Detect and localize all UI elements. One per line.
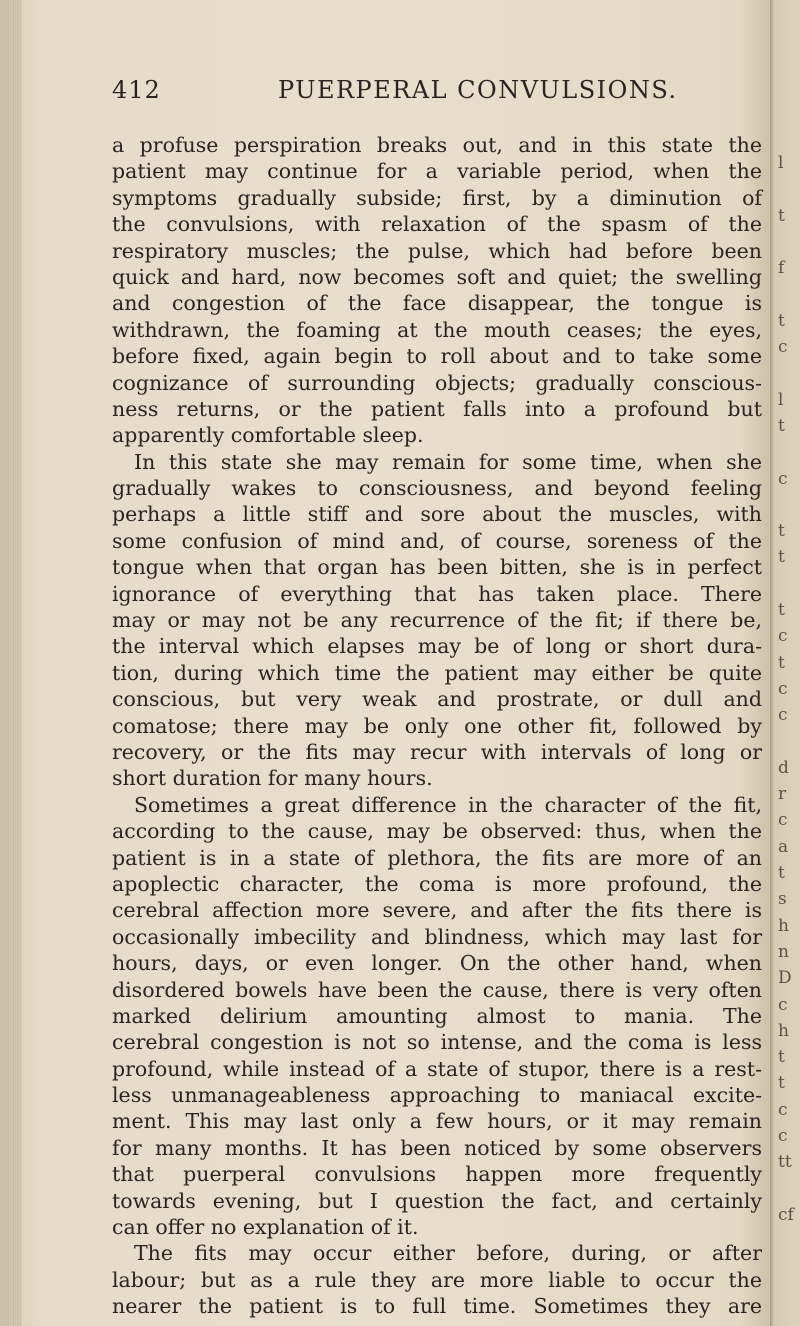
- text-line: cerebral congestion is not so intense, and the coma is less: [112, 1030, 762, 1055]
- text-line: tion, during which time the patient may either be quite: [112, 660, 762, 685]
- text-line: conscious, but very weak and prostrate, or dull and: [112, 687, 762, 712]
- body-text: [112, 132, 762, 1320]
- text-line: marked delirium amounting almost to mania. The: [112, 1003, 762, 1028]
- adjacent-page-text-fragments: [778, 0, 800, 1326]
- bleed-letter: t: [778, 521, 785, 542]
- bleed-letter: [778, 360, 800, 386]
- bleed-letter: t: [778, 863, 785, 884]
- bleed-letter: n: [778, 941, 789, 962]
- running-head: PUERPERAL CONVULSIONS.: [278, 76, 678, 104]
- text-line: hours, days, or even longer. On the other hand, when: [112, 951, 762, 976]
- text-line: nearer the patient is to full time. Sometimes they are: [112, 1294, 762, 1319]
- bleed-letter: D: [778, 968, 792, 989]
- bleed-letter: t: [778, 600, 785, 621]
- bleed-letter: c: [778, 337, 788, 358]
- bleed-letter: l: [778, 389, 784, 410]
- text-line: apparently comfortable sleep.: [112, 423, 424, 448]
- text-line: less unmanageableness approaching to maniacal excite-: [112, 1083, 762, 1108]
- text-line: gradually wakes to consciousness, and beyond feeling: [112, 476, 762, 501]
- page-binding-shadow: [0, 0, 22, 1326]
- text-line: comatose; there may be only one other fit, followed by: [112, 713, 762, 738]
- text-line: apoplectic character, the coma is more profound, the: [112, 871, 762, 896]
- text-line: may or may not be any recurrence of the fit; if there be,: [112, 608, 762, 633]
- bleed-letter: [778, 439, 800, 465]
- text-line: recovery, or the fits may recur with intervals of long or: [112, 739, 762, 764]
- text-line: patient is in a state of plethora, the fits are more of an: [112, 845, 762, 870]
- bleed-letter: [778, 729, 800, 755]
- bleed-letter: c: [778, 810, 788, 831]
- text-line: perhaps a little stiff and sore about the muscles, with: [112, 502, 762, 527]
- text-line: disordered bowels have been the cause, there is very often: [112, 977, 762, 1002]
- text-line: according to the cause, may be observed: thus, when the: [112, 819, 762, 844]
- bleed-letter: c: [778, 705, 788, 726]
- text-line: respiratory muscles; the pulse, which had before been: [112, 238, 762, 263]
- text-line: short duration for many hours.: [112, 766, 433, 791]
- bleed-letter: c: [778, 1099, 788, 1120]
- text-line: and congestion of the face disappear, the tongue is: [112, 291, 762, 316]
- bleed-letter: c: [778, 994, 788, 1015]
- text-line: cerebral affection more severe, and after the fits there is: [112, 898, 762, 923]
- bleed-letter: a: [778, 836, 789, 857]
- bleed-letter: [778, 492, 800, 518]
- bleed-letter: [778, 281, 800, 307]
- text-line: labour; but as a rule they are more liable to occur the: [112, 1267, 762, 1292]
- bleed-letter: t: [778, 415, 785, 436]
- text-line: ness returns, or the patient falls into a profound but: [112, 396, 762, 421]
- bleed-letter: f: [778, 258, 785, 279]
- bleed-letter: d: [778, 757, 789, 778]
- bleed-letter: [778, 1176, 800, 1202]
- text-line: for many months. It has been noticed by some observers: [112, 1135, 762, 1160]
- bleed-letter: c: [778, 678, 788, 699]
- bleed-letter: cf: [778, 1204, 794, 1225]
- text-line: occasionally imbecility and blindness, which may last for: [112, 924, 762, 949]
- text-line: patient may continue for a variable period, when the: [112, 159, 762, 184]
- bleed-letter: t: [778, 1073, 785, 1094]
- page-number: 412: [112, 76, 161, 104]
- bleed-letter: [778, 176, 800, 202]
- bleed-letter: [778, 229, 800, 255]
- bleed-letter: t: [778, 652, 785, 673]
- bleed-letter: tt: [778, 1152, 792, 1173]
- text-line: profound, while instead of a state of stupor, there is a rest-: [112, 1056, 762, 1081]
- bleed-letter: t: [778, 205, 785, 226]
- text-line: withdrawn, the foaming at the mouth ceases; the eyes,: [112, 317, 762, 342]
- text-line: towards evening, but I question the fact, and certainly: [112, 1188, 762, 1213]
- text-line: quick and hard, now becomes soft and quiet; the swelling: [112, 264, 762, 289]
- bleed-letter: t: [778, 547, 785, 568]
- text-line: In this state she may remain for some time, when she: [134, 449, 762, 474]
- bleed-letter: c: [778, 1125, 788, 1146]
- bleed-letter: s: [778, 889, 787, 910]
- text-line: the convulsions, with relaxation of the spasm of the: [112, 212, 762, 237]
- text-line: before fixed, again begin to roll about and to take some: [112, 344, 762, 369]
- text-line: that puerperal convulsions happen more frequently: [112, 1162, 762, 1187]
- text-line: symptoms gradually subside; first, by a diminution of: [112, 185, 762, 210]
- bleed-letter: l: [778, 153, 784, 173]
- text-line: cognizance of surrounding objects; gradually conscious-: [112, 370, 762, 395]
- bleed-letter: [778, 571, 800, 597]
- text-line: Sometimes a great difference in the character of the fit,: [134, 792, 762, 817]
- bleed-letter: t: [778, 310, 785, 331]
- bleed-letter: h: [778, 915, 789, 936]
- text-line: a profuse perspiration breaks out, and in this state the: [112, 133, 762, 157]
- page-header: [112, 76, 752, 106]
- bleed-letter: h: [778, 1020, 789, 1041]
- text-line: The fits may occur either before, during, or after: [134, 1241, 762, 1266]
- text-line: can offer no explanation of it.: [112, 1215, 419, 1240]
- bleed-letter: c: [778, 468, 788, 489]
- bleed-letter: r: [778, 784, 787, 805]
- text-line: some confusion of mind and, of course, soreness of the: [112, 528, 762, 553]
- bleed-letter: c: [778, 626, 788, 647]
- text-line: tongue when that organ has been bitten, she is in perfect: [112, 555, 762, 580]
- text-line: the interval which elapses may be of long or short dura-: [112, 634, 762, 659]
- text-line: ment. This may last only a few hours, or it may remain: [112, 1109, 762, 1134]
- text-line: ignorance of everything that has taken place. There: [112, 581, 762, 606]
- bleed-letter: t: [778, 1047, 785, 1068]
